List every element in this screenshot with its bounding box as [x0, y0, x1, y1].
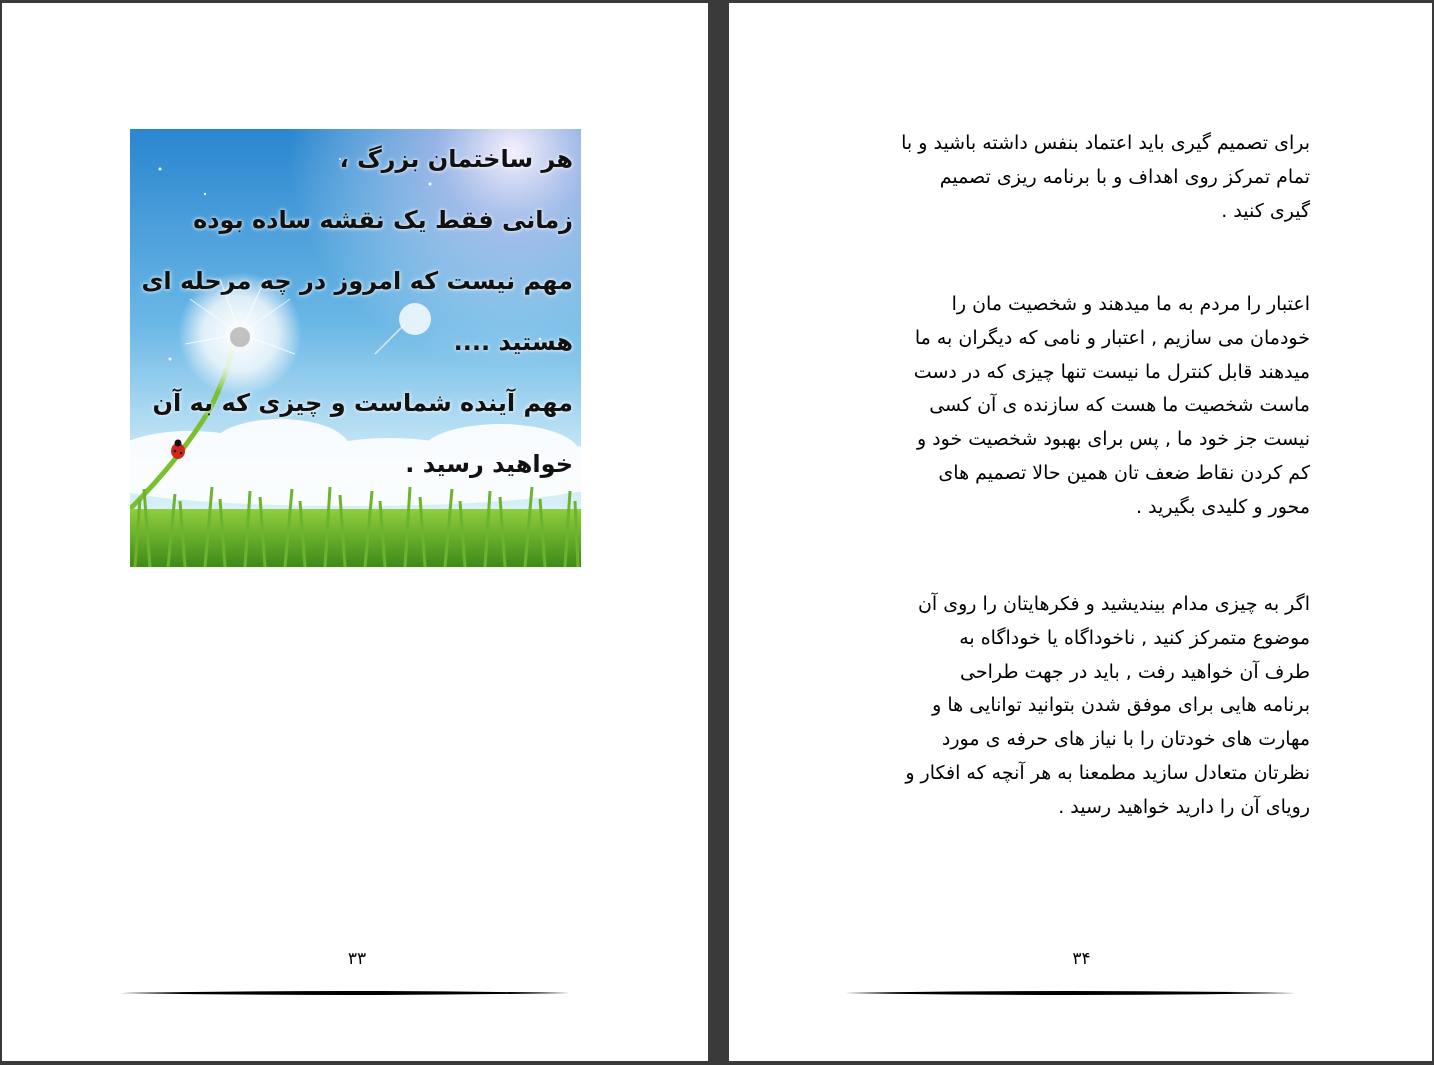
paragraph-3 — [859, 588, 1310, 825]
text-line: محور و کلیدی بگیرید . — [1136, 495, 1310, 518]
right-page — [729, 3, 1432, 1061]
text-line: میدهند قابل کنترل ما نیست تنها چیزی که در دست — [913, 360, 1310, 383]
poster-line: هستید .... — [453, 328, 573, 356]
paragraph-2 — [859, 288, 1310, 525]
text-line: گیری کنید . — [1221, 199, 1310, 222]
page-number-left: ۳۳ — [347, 949, 367, 969]
page-number-right: ۳۴ — [1072, 949, 1091, 969]
footer-rule-left — [120, 989, 570, 997]
poster-line: خواهید رسید . — [405, 450, 573, 478]
text-line: اگر به چیزی مدام بیندیشید و فکرهایتان را روی آن — [917, 593, 1310, 615]
text-line: برنامه هایی برای موفق شدن بتوانید توانایی ها و — [932, 694, 1310, 717]
text-line: مهارت های خودتان را با نیاز های حرفه ی مورد — [941, 728, 1310, 751]
poster-line: مهم آینده شماست و چیزی که به آن — [152, 389, 573, 417]
grass-field — [130, 509, 581, 567]
text-line: کم کردن نقاط ضعف تان همین حالا تصمیم های — [938, 461, 1310, 484]
text-line: برای تصمیم گیری باید اعتماد بنفس داشته باشید و با — [901, 132, 1310, 154]
text-line: ماست شخصیت ما هست که سازنده ی آن کسی — [929, 394, 1310, 417]
text-line: رویای آن را دارید خواهید رسید . — [1058, 795, 1310, 818]
text-line: خودمان می سازیم , اعتبار و نامی که دیگران به ما — [914, 326, 1310, 349]
text-line: نیست جز خود ما , پس برای بهبود شخصیت خود و — [916, 428, 1310, 451]
text-line: نظرتان متعادل سازید مطمعنا به هر آنچه که افکار و — [905, 761, 1310, 784]
poster-line: مهم نیست که امروز در چه مرحله ای — [141, 267, 573, 295]
footer-rule-right — [845, 989, 1296, 997]
poster-line: هر ساختمان بزرگ ، — [339, 145, 573, 173]
text-line: موضوع متمرکز کنید , ناخوداگاه یا خوداگاه به — [959, 626, 1310, 649]
text-line: طرف آن خواهید رفت , باید در جهت طراحی — [960, 660, 1310, 683]
text-line: تمام تمرکز روی اهداف و با برنامه ریزی تصمیم — [939, 165, 1310, 188]
left-page — [2, 3, 708, 1061]
poster-image — [130, 129, 581, 567]
poster-caption — [143, 135, 573, 501]
text-line: اعتبار را مردم به ما میدهند و شخصیت مان را — [951, 293, 1310, 315]
poster-line: زمانی فقط یک نقشه ساده بوده — [193, 206, 573, 234]
paragraph-1 — [859, 127, 1310, 228]
